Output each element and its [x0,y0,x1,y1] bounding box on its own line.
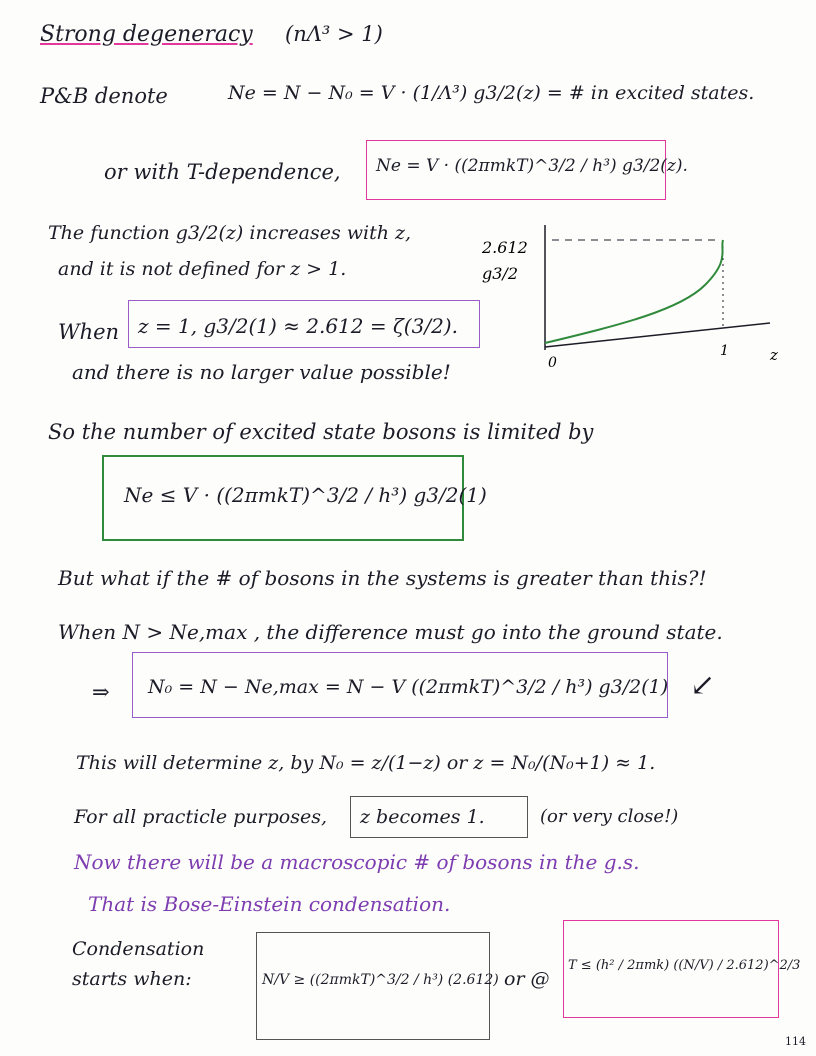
not-defined-text: and it is not defined for z > 1. [58,258,347,280]
limited-text: So the number of excited state bosons is limited by [48,420,594,444]
heading-condition: (nΛ³ > 1) [285,22,383,46]
ylabel: g3/2 [482,264,518,283]
bec-text: That is Bose-Einstein condensation. [88,892,451,916]
heading-title: Strong degeneracy [40,22,253,47]
ground-state-text: When N > Ne,max , the difference must go into the ground state. [58,620,723,644]
function-text: The function g3/2(z) increases with z, [48,222,412,244]
starts-when-label: starts when: [72,968,192,990]
or-at-text: or @ [504,968,550,990]
ne-limit-equation: Ne ≤ V · ((2πmkT)^3/2 / h³) g3/2(1) [124,483,487,507]
but-what-if-text: But what if the # of bosons in the systems is greater than this?! [58,566,707,590]
x1-label: 1 [720,343,729,359]
z-becomes-1-text: z becomes 1. [360,806,485,828]
n0-equation: N₀ = N − Ne,max = N − V ((2πmkT)^3/2 / h³) g3/2(1) [148,676,669,698]
g32-curve [545,240,723,343]
no-larger-text: and there is no larger value possible! [72,360,451,384]
determine-z-text: This will determine z, by N₀ = z/(1−z) or z = N₀/(N₀+1) ≈ 1. [76,752,656,774]
xlabel: z [770,346,778,364]
pb-label: P&B denote [40,84,168,108]
density-condition-equation: N/V ≥ ((2πmkT)^3/2 / h³) (2.612) [262,972,499,988]
excited-states-equation: Ne = N − N₀ = V · (1/Λ³) g3/2(z) = # in excited states. [228,82,755,104]
condensation-label: Condensation [72,938,205,960]
when-label: When [58,320,120,344]
g32-graph [470,215,790,375]
x0-label: 0 [548,355,557,371]
t-dependence-label: or with T-dependence, [104,160,341,184]
temperature-condition-equation: T ≤ (h² / 2πmk) ((N/V) / 2.612)^2/3 [568,958,801,973]
macroscopic-text: Now there will be a macroscopic # of bosons in the g.s. [74,850,640,874]
page-number: 114 [785,1035,806,1048]
practical-label: For all practicle purposes, [74,806,328,828]
very-close-text: (or very close!) [540,806,679,827]
ymark-label: 2.612 [482,238,528,257]
g32-at-1-equation: z = 1, g3/2(1) ≈ 2.612 = ζ(3/2). [138,314,458,338]
t-dependence-equation: Ne = V · ((2πmkT)^3/2 / h³) g3/2(z). [376,156,688,176]
back-arrow: ↙ [690,668,716,703]
implies-arrow: ⇒ [92,680,110,704]
